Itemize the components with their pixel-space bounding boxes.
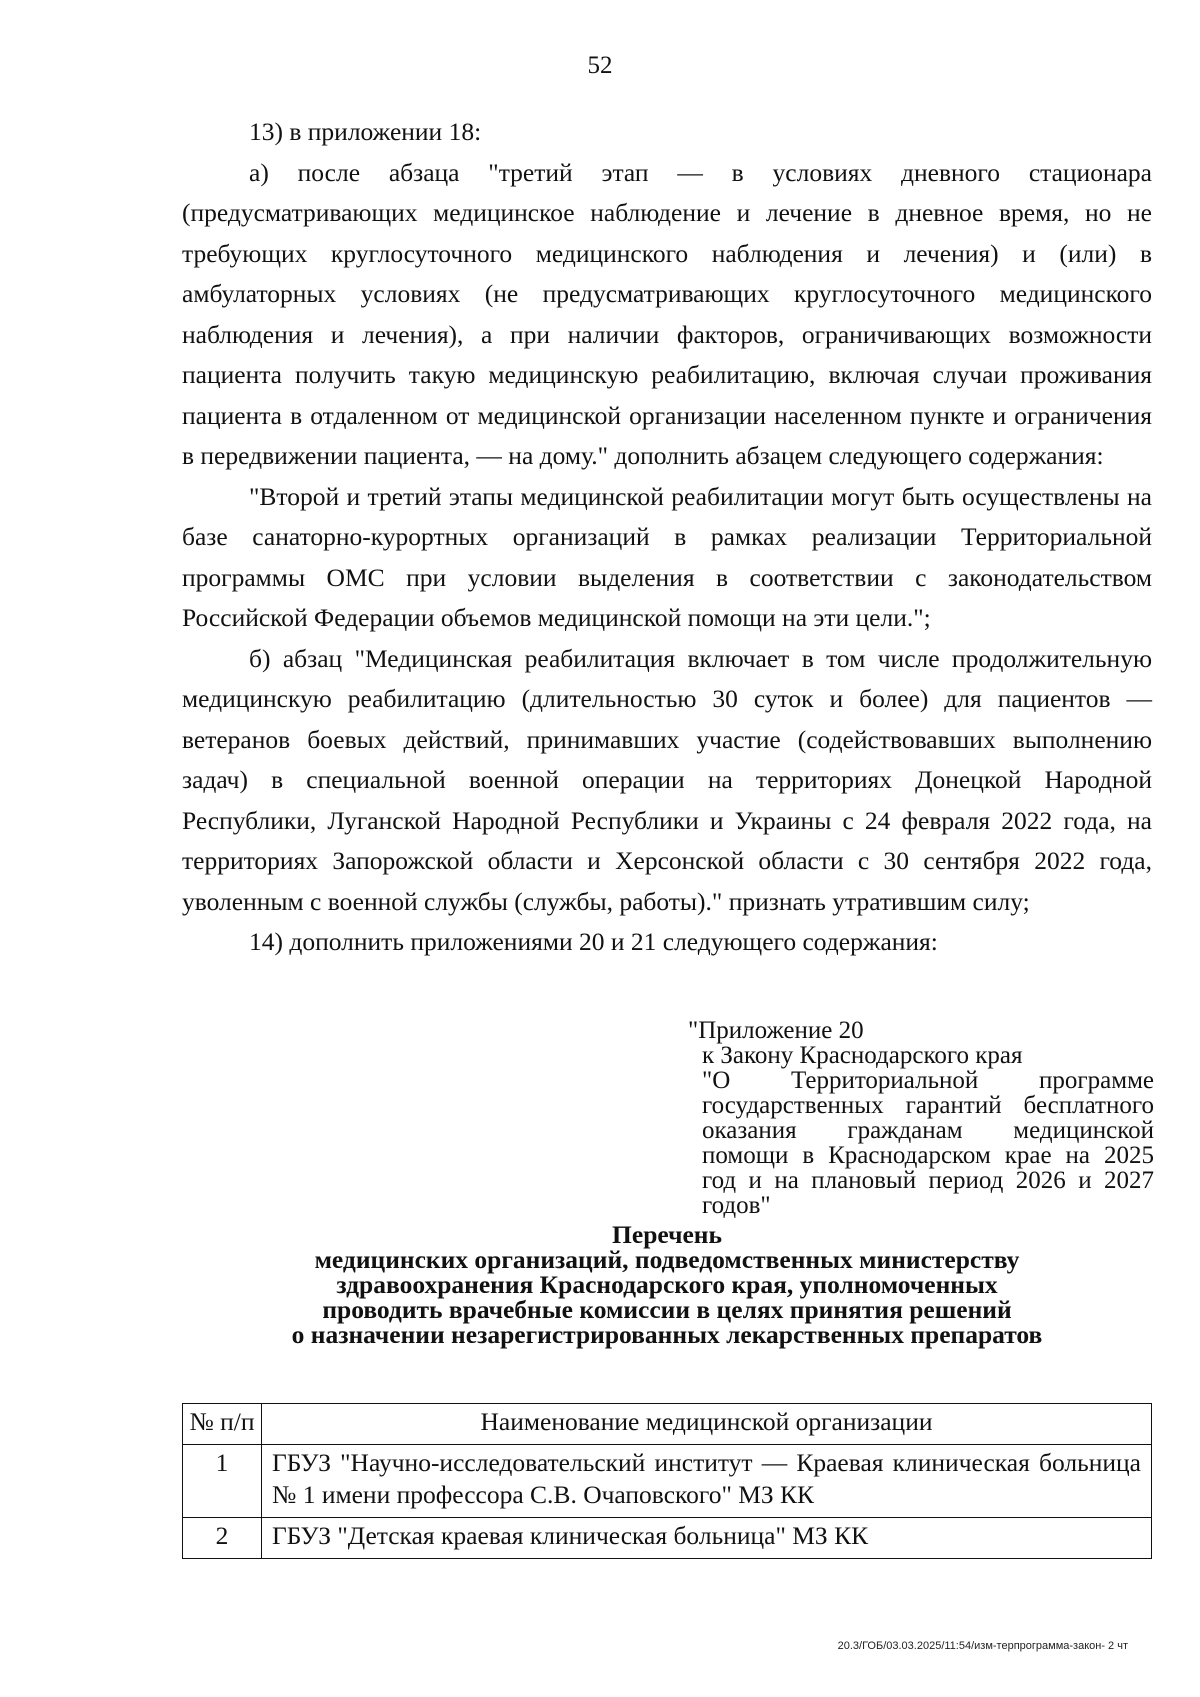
row-number: 1 [183,1445,262,1518]
paragraph-sub-b: б) абзац "Медицинская реабилитация включает в том числе продолжительную медицинскую реабилитацию (длительностью 30 суток и более) для пациентов — ветеранов боевых действий, принимавших участие (содействовавших выполнению задач) в специальной военной операции на территориях Донецкой Народной Республики, Луганской Народной Республики и Украины с 24 февраля 2022 года, на территориях Запорожской области и Херсонской области с 30 сентября 2022 года, уволенным с военной службы (службы, работы)." признать утратившим силу; [182,643,1152,916]
list-title-line: здравоохранения Краснодарского края, уполномоченных [336,1270,998,1299]
paragraph-sub-a: а) после абзаца "третий этап — в условиях дневного стационара (предусматривающих медицинское наблюдение и лечение в дневное время, но не требующих круглосуточного медицинского наблюдения и лечения) и (или) в амбулаторных условиях (не предусматривающих круглосуточного медицинского наблюдения и лечения), а при наличии факторов, ограничивающих возможности пациента получить такую медицинскую реабилитацию, включая случаи проживания пациента в отдаленном от медицинской организации населенном пункте и ограничения в передвижении пациента, — на дому." дополнить абзацем следующего содержания: [182,157,1152,470]
body-text [182,112,1152,963]
table-row [183,1518,1152,1559]
appendix-law-ref: к Закону Краснодарского края [702,1042,1023,1069]
document-footer: 20.3/ГОБ/03.03.2025/11:54/изм-терпрограмма-закон- 2 чт [837,1640,1128,1652]
paragraph-quote-new: "Второй и третий этапы медицинской реабилитации могут быть осуществлены на базе санаторно-курортных организаций в рамках реализации Территориальной программы ОМС при условии выделения в соответствии с законодательством Российской Федерации объемов медицинской помощи на эти цели."; [182,481,1152,632]
appendix-law-name: "О Территориальной программе государственных гарантий бесплатного оказания гражданам медицинской помощи в Краснодарском крае на 2025 год и на плановый период 2026 и 2027 годов" [702,1067,1154,1219]
row-organization-name: ГБУЗ "Научно-исследовательский институт — Краевая клиническая больница № 1 имени профессора С.В. Очаповского" МЗ КК [262,1445,1152,1518]
organizations-table [182,1403,1152,1559]
table-header-row [183,1404,1152,1445]
header-number: № п/п [183,1404,262,1445]
list-title-line: проводить врачебные комиссии в целях принятия решений [322,1295,1012,1324]
paragraph-item-13: 13) в приложении 18: [249,117,482,146]
row-number: 2 [183,1518,262,1559]
table-row [183,1445,1152,1518]
page-number: 52 [587,52,613,79]
header-name: Наименование медицинской организации [262,1404,1152,1445]
list-title-line: о назначении незарегистрированных лекарственных препаратов [291,1320,1043,1349]
appendix-header [688,1018,1154,1218]
list-title-line: Перечень [612,1220,722,1249]
list-title-line: медицинских организаций, подведомственных министерству [314,1245,1020,1274]
appendix-title: "Приложение 20 [688,1017,864,1044]
row-organization-name: ГБУЗ "Детская краевая клиническая больница" МЗ КК [262,1518,1152,1559]
paragraph-item-14: 14) дополнить приложениями 20 и 21 следующего содержания: [249,927,938,956]
list-title [182,1222,1152,1347]
